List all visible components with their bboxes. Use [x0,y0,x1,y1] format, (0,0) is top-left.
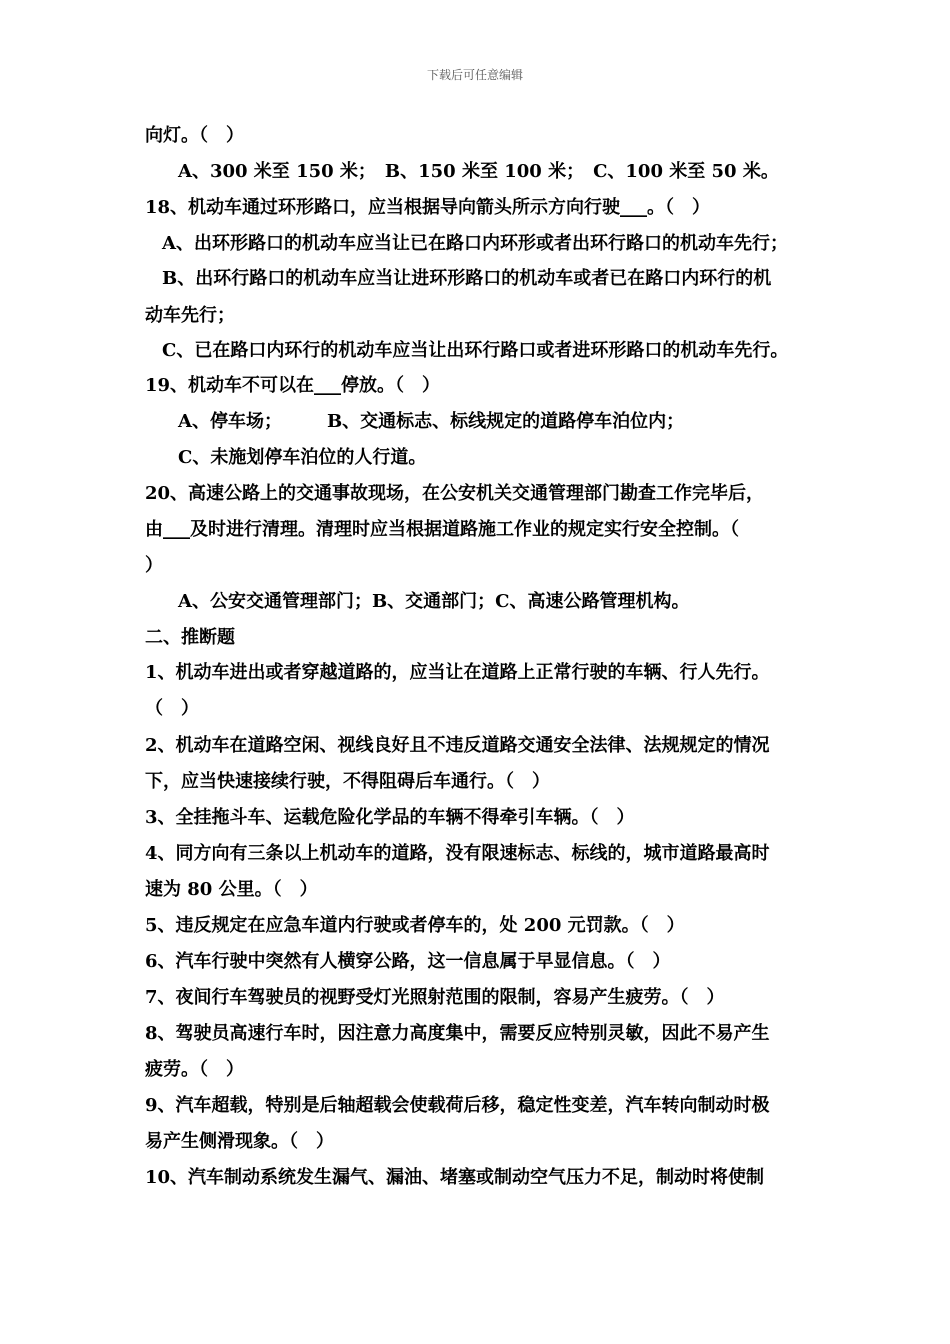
option-line: C、未施划停车泊位的人行道。 [178,447,427,468]
option-line: A、公安交通管理部门；B、交通部门；C、高速公路管理机构。 [178,591,690,612]
judgment-7: 7、夜间行车驾驶员的视野受灯光照射范围的限制，容易产生疲劳。（ ） [145,987,725,1008]
page-header: 下载后可任意编辑 [426,68,523,82]
text-line: 疲劳。（ ） [145,1059,244,1080]
text-line: （ ） [145,698,199,719]
question-20: 20、高速公路上的交通事故现场，在公安机关交通管理部门勘查工作完毕后， [145,483,765,504]
text-line: ） [145,555,163,576]
text-line: 下，应当快速接续行驶，不得阻碍后车通行。（ ） [145,771,550,792]
judgment-3: 3、全挂拖斗车、运载危险化学品的车辆不得牵引车辆。（ ） [145,807,635,828]
text-line: 速为 80 公里。（ ） [145,879,318,900]
judgment-1: 1、机动车进出或者穿越道路的，应当让在道路上正常行驶的车辆、行人先行。 [145,662,770,683]
judgment-2: 2、机动车在道路空闲、视线良好且不违反道路交通安全法律、法规规定的情况 [145,735,770,756]
option-line: C、已在路口内环行的机动车应当让出环行路口或者进环形路口的机动车先行。 [162,340,789,361]
judgment-10: 10、汽车制动系统发生漏气、漏油、堵塞或制动空气压力不足，制动时将使制 [145,1167,765,1188]
question-18: 18、机动车通过环形路口，应当根据导向箭头所示方向行驶___。（ ） [145,197,711,218]
text-line: 易产生侧滑现象。（ ） [145,1131,334,1152]
option-line: B、出环行路口的机动车应当让进环形路口的机动车或者已在路口内环行的机 [162,268,772,289]
text-line: 由___及时进行清理。清理时应当根据道路施工作业的规定实行安全控制。（ [145,519,739,540]
judgment-6: 6、汽车行驶中突然有人横穿公路，这一信息属于早显信息。（ ） [145,951,671,972]
judgment-9: 9、汽车超载，特别是后轴超载会使载荷后移，稳定性变差，汽车转向制动时极 [145,1095,770,1116]
judgment-5: 5、违反规定在应急车道内行驶或者停车的，处 200 元罚款。（ ） [145,915,685,936]
text-line: 动车先行； [145,305,235,326]
option-line: A、停车场； B、交通标志、标线规定的道路停车泊位内； [178,411,685,432]
section-heading: 二、推断题 [145,627,235,648]
judgment-8: 8、驾驶员高速行车时，因注意力高度集中，需要反应特别灵敏，因此不易产生 [145,1023,770,1044]
option-line: A、300 米至 150 米； B、150 米至 100 米； C、100 米至 50 米。 [178,161,779,182]
text-line: 向灯。（ ） [145,125,244,146]
judgment-4: 4、同方向有三条以上机动车的道路，没有限速标志、标线的，城市道路最高时 [145,843,770,864]
option-line: A、出环形路口的机动车应当让已在路口内环形或者出环行路口的机动车先行； [162,233,788,254]
question-19: 19、机动车不可以在___停放。（ ） [145,375,441,396]
